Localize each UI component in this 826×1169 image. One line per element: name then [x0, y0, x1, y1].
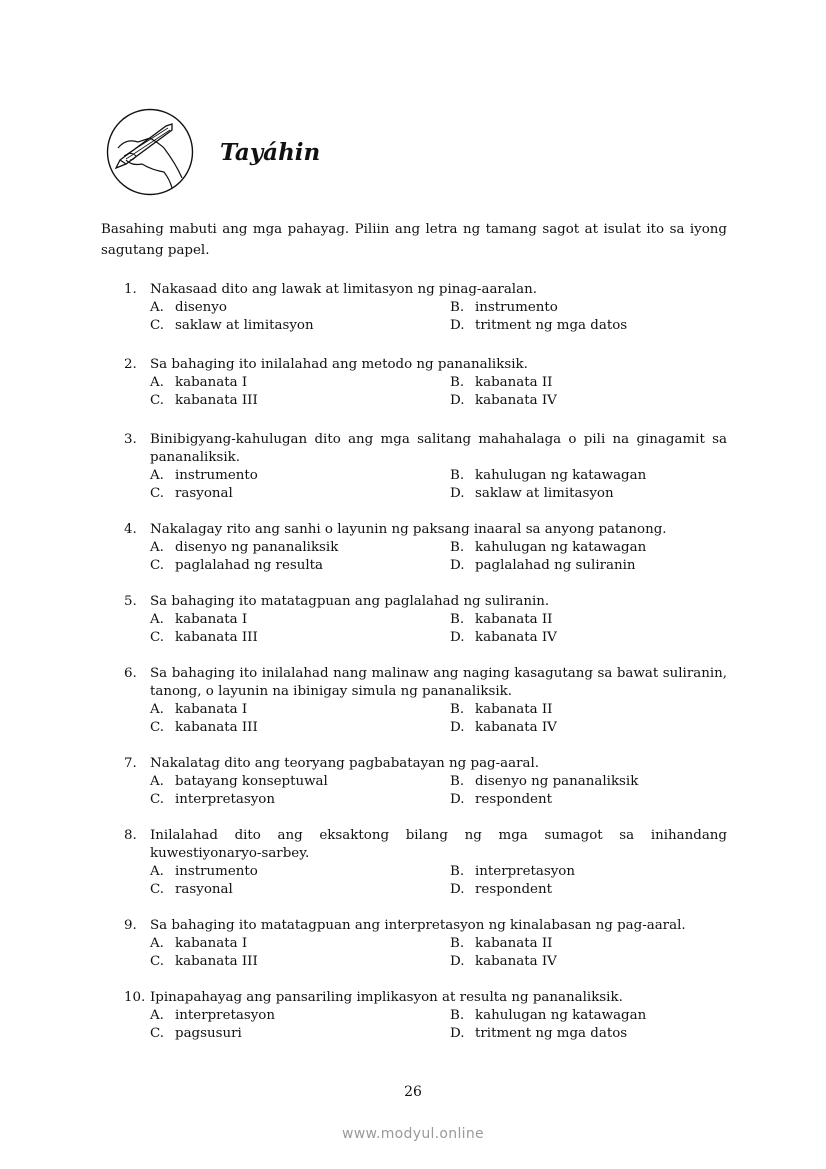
question-text: Sa bahaging ito matatagpuan ang paglalahad ng suliranin.: [150, 594, 550, 609]
answer-option: [450, 299, 727, 317]
question-item: [124, 521, 727, 575]
answer-option: [150, 953, 450, 971]
answer-option: [150, 485, 450, 503]
question-number: 9.: [124, 918, 137, 933]
option-text: paglalahad ng suliranin: [475, 558, 636, 573]
answer-option: [450, 1007, 727, 1025]
option-text: kabanata IV: [475, 954, 557, 969]
option-letter: C.: [150, 1026, 165, 1041]
instructions: Basahing mabuti ang mga pahayag. Piliin ang letra ng tamang sagot at isulat ito sa iyong sagutang papel.: [101, 222, 727, 258]
option-letter: D.: [450, 720, 465, 735]
option-text: tritment ng mga datos: [475, 318, 628, 333]
answer-option: [450, 881, 727, 899]
answer-option: [150, 881, 450, 899]
option-letter: B.: [450, 864, 465, 879]
option-text: kabanata IV: [475, 720, 557, 735]
option-letter: A.: [150, 702, 164, 717]
answer-option: [450, 392, 727, 410]
question-text: Nakalagay rito ang sanhi o layunin ng paksang inaaral sa anyong patanong.: [150, 522, 667, 537]
question-number: 4.: [124, 522, 137, 537]
answer-option: [450, 629, 727, 647]
option-letter: C.: [150, 954, 165, 969]
question-stem: [124, 521, 727, 539]
option-letter: C.: [150, 882, 165, 897]
option-letter: D.: [450, 792, 465, 807]
answer-options: [150, 773, 727, 809]
option-letter: C.: [150, 630, 165, 645]
option-text: instrumento: [175, 468, 258, 483]
option-text: disenyo ng pananaliksik: [175, 540, 339, 555]
question-stem: [124, 593, 727, 611]
answer-option: [150, 392, 450, 410]
question-item: [124, 593, 727, 647]
answer-option: [150, 467, 450, 485]
watermark: www.modyul.online: [342, 1126, 484, 1142]
answer-option: [450, 539, 727, 557]
question-text: Ipinapahayag ang pansariling implikasyon at resulta ng pananaliksik.: [150, 990, 623, 1005]
answer-option: [150, 557, 450, 575]
section-title: Tayáhin: [220, 138, 321, 166]
option-text: kabanata III: [175, 393, 258, 408]
option-letter: B.: [450, 936, 465, 951]
answer-options: [150, 863, 727, 899]
question-number: 2.: [124, 357, 137, 372]
answer-option: [150, 1025, 450, 1043]
answer-option: [450, 485, 727, 503]
page-number: 26: [404, 1084, 422, 1100]
option-text: respondent: [475, 792, 552, 807]
answer-option: [450, 953, 727, 971]
question-stem: [124, 281, 727, 299]
answer-options: [150, 374, 727, 410]
option-text: pagsusuri: [175, 1026, 242, 1041]
answer-option: [150, 701, 450, 719]
option-text: kabanata II: [475, 375, 553, 390]
option-letter: C.: [150, 393, 165, 408]
option-letter: B.: [450, 612, 465, 627]
option-letter: A.: [150, 774, 164, 789]
option-text: kabanata I: [175, 936, 248, 951]
answer-option: [450, 557, 727, 575]
option-letter: B.: [450, 1008, 465, 1023]
answer-option: [150, 629, 450, 647]
question-item: [124, 989, 727, 1043]
option-letter: A.: [150, 1008, 164, 1023]
option-text: paglalahad ng resulta: [175, 558, 324, 573]
option-letter: C.: [150, 318, 165, 333]
option-letter: D.: [450, 954, 465, 969]
option-text: kahulugan ng katawagan: [475, 468, 647, 483]
option-letter: D.: [450, 630, 465, 645]
option-text: kabanata IV: [475, 630, 557, 645]
option-letter: B.: [450, 300, 465, 315]
option-text: kahulugan ng katawagan: [475, 1008, 647, 1023]
answer-options: [150, 701, 727, 737]
answer-options: [150, 467, 727, 503]
option-letter: A.: [150, 468, 164, 483]
option-letter: A.: [150, 540, 164, 555]
answer-option: [450, 791, 727, 809]
answer-option: [150, 863, 450, 881]
question-stem: [124, 431, 727, 467]
answer-option: [150, 374, 450, 392]
option-letter: D.: [450, 1026, 465, 1041]
answer-option: [450, 1025, 727, 1043]
question-stem: [124, 989, 727, 1007]
hand-writing-pencil-icon: [106, 108, 194, 196]
question-item: [124, 431, 727, 503]
answer-option: [150, 299, 450, 317]
answer-option: [450, 374, 727, 392]
question-number: 5.: [124, 594, 137, 609]
question-stem: [124, 917, 727, 935]
option-text: respondent: [475, 882, 552, 897]
option-letter: C.: [150, 720, 165, 735]
question-item: [124, 281, 727, 335]
question-list: [124, 281, 727, 1061]
question-text: Sa bahaging ito inilalahad nang malinaw ang naging kasagutang sa bawat suliranin, tanong, o layunin na ibinigay simula ng pananaliksik.: [150, 666, 727, 699]
answer-option: [450, 935, 727, 953]
answer-options: [150, 1007, 727, 1043]
question-item: [124, 917, 727, 971]
option-text: disenyo ng pananaliksik: [475, 774, 639, 789]
option-text: saklaw at limitasyon: [175, 318, 314, 333]
answer-option: [450, 863, 727, 881]
option-text: instrumento: [475, 300, 558, 315]
option-text: instrumento: [175, 864, 258, 879]
question-text: Nakalatag dito ang teoryang pagbabatayan ng pag-aaral.: [150, 756, 540, 771]
option-text: rasyonal: [175, 486, 233, 501]
question-item: [124, 665, 727, 737]
question-stem: [124, 356, 727, 374]
option-letter: D.: [450, 882, 465, 897]
option-letter: C.: [150, 792, 165, 807]
section-header: [106, 108, 320, 196]
answer-options: [150, 539, 727, 575]
option-letter: D.: [450, 393, 465, 408]
question-stem: [124, 827, 727, 863]
option-letter: B.: [450, 702, 465, 717]
question-item: [124, 755, 727, 809]
answer-options: [150, 611, 727, 647]
answer-option: [150, 611, 450, 629]
question-text: Binibigyang-kahulugan dito ang mga salitang mahahalaga o pili na ginagamit sa pananaliksik.: [150, 432, 727, 465]
answer-option: [450, 719, 727, 737]
question-number: 7.: [124, 756, 137, 771]
option-text: kabanata II: [475, 612, 553, 627]
option-letter: A.: [150, 375, 164, 390]
option-text: kabanata I: [175, 612, 248, 627]
option-text: rasyonal: [175, 882, 233, 897]
question-stem: [124, 755, 727, 773]
answer-option: [450, 467, 727, 485]
question-number: 6.: [124, 666, 137, 681]
answer-option: [450, 701, 727, 719]
option-text: kabanata III: [175, 630, 258, 645]
question-number: 8.: [124, 828, 137, 843]
option-letter: A.: [150, 864, 164, 879]
option-text: interpretasyon: [175, 1008, 275, 1023]
option-letter: A.: [150, 300, 164, 315]
option-text: kabanata IV: [475, 393, 557, 408]
answer-option: [150, 539, 450, 557]
option-text: kabanata I: [175, 375, 248, 390]
option-letter: B.: [450, 375, 465, 390]
option-text: kabanata II: [475, 702, 553, 717]
option-text: batayang konseptuwal: [175, 774, 328, 789]
option-text: kabanata I: [175, 702, 248, 717]
option-text: kabanata III: [175, 954, 258, 969]
answer-option: [450, 317, 727, 335]
option-text: disenyo: [175, 300, 227, 315]
option-letter: B.: [450, 540, 465, 555]
option-letter: A.: [150, 936, 164, 951]
answer-option: [150, 719, 450, 737]
option-letter: D.: [450, 558, 465, 573]
option-letter: A.: [150, 612, 164, 627]
question-text: Sa bahaging ito inilalahad ang metodo ng pananaliksik.: [150, 357, 528, 372]
answer-option: [150, 791, 450, 809]
answer-option: [150, 317, 450, 335]
question-number: 10.: [124, 990, 146, 1005]
question-stem: [124, 665, 727, 701]
answer-option: [150, 773, 450, 791]
option-letter: D.: [450, 486, 465, 501]
option-text: kabanata III: [175, 720, 258, 735]
option-text: kabanata II: [475, 936, 553, 951]
answer-options: [150, 935, 727, 971]
question-text: Inilalahad dito ang eksaktong bilang ng mga sumagot sa inihandang kuwestiyonaryo-sarbey.: [150, 828, 727, 861]
option-text: saklaw at limitasyon: [475, 486, 614, 501]
option-text: interpretasyon: [475, 864, 575, 879]
question-text: Sa bahaging ito matatagpuan ang interpretasyon ng kinalabasan ng pag-aaral.: [150, 918, 686, 933]
question-number: 3.: [124, 432, 137, 447]
question-text: Nakasaad dito ang lawak at limitasyon ng pinag-aaralan.: [150, 282, 537, 297]
question-item: [124, 356, 727, 410]
answer-option: [450, 773, 727, 791]
answer-option: [150, 1007, 450, 1025]
option-text: kahulugan ng katawagan: [475, 540, 647, 555]
question-item: [124, 827, 727, 899]
option-letter: B.: [450, 468, 465, 483]
option-text: interpretasyon: [175, 792, 275, 807]
answer-option: [150, 935, 450, 953]
option-text: tritment ng mga datos: [475, 1026, 628, 1041]
answer-option: [450, 611, 727, 629]
option-letter: C.: [150, 486, 165, 501]
question-number: 1.: [124, 282, 137, 297]
option-letter: B.: [450, 774, 465, 789]
answer-options: [150, 299, 727, 335]
option-letter: C.: [150, 558, 165, 573]
option-letter: D.: [450, 318, 465, 333]
